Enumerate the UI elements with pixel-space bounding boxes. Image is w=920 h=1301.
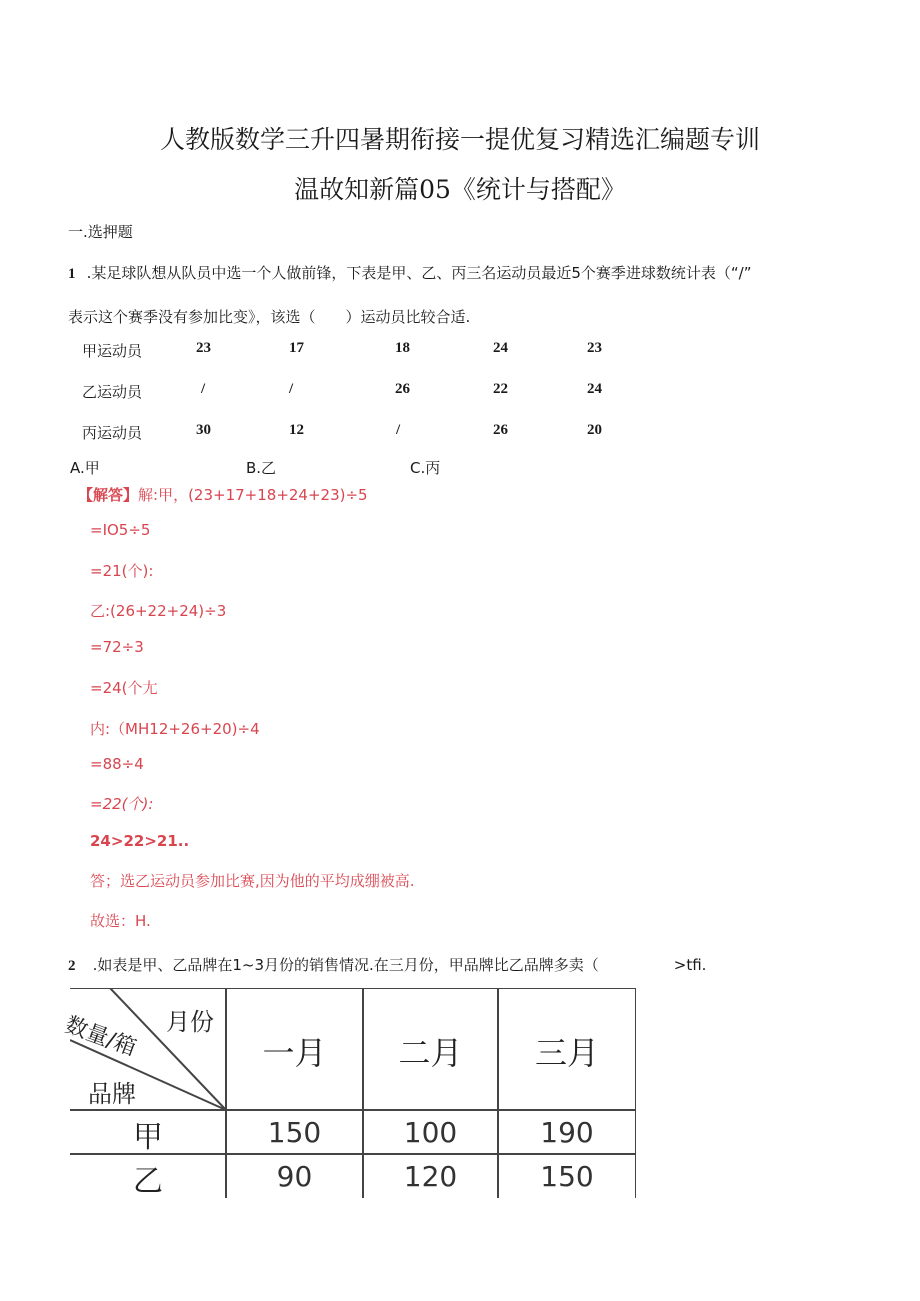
table-cell: / bbox=[396, 422, 401, 438]
answer-line: 24>22>21.. bbox=[90, 832, 190, 850]
table-cell: 90 bbox=[276, 1160, 313, 1193]
answer-line: =22(个): bbox=[90, 795, 154, 813]
question-text: .如表是甲、乙品牌在1~3月份的销售情况.在三月份，甲品牌比乙品牌多卖（ >tfi. bbox=[92, 956, 707, 974]
answer-line: 答；选乙运动员参加比赛,因为他的平均成绷被高. bbox=[90, 872, 415, 890]
question-number: 1 bbox=[68, 266, 76, 282]
option-c: C.丙 bbox=[410, 459, 441, 477]
table-cell: 100 bbox=[403, 1116, 458, 1149]
table-cell: 190 bbox=[540, 1116, 594, 1149]
document-subtitle: 温故知新篇05《统计与搭配》 bbox=[294, 175, 626, 204]
question-text: .某足球队想从队员中选一个人做前锋，下表是甲、乙、丙三名运动员最近5个赛季进球数统计表（“/” bbox=[86, 264, 752, 282]
table-cell: 12 bbox=[289, 422, 304, 438]
row-label: 丙运动员 bbox=[82, 424, 143, 442]
section-heading: 一.选押题 bbox=[68, 223, 133, 241]
answer-line bbox=[78, 484, 368, 505]
answer-line: 内:（MH12+26+20)÷4 bbox=[90, 720, 260, 738]
column-header: 一月 bbox=[262, 1034, 327, 1072]
table-cell: 22 bbox=[493, 381, 508, 397]
sales-table bbox=[61, 988, 636, 1199]
table-cell: 24 bbox=[587, 381, 602, 397]
option-a: A.甲 bbox=[70, 459, 100, 477]
question-2 bbox=[68, 954, 706, 975]
table-cell: / bbox=[289, 381, 294, 397]
header-month: 月份 bbox=[166, 1008, 214, 1036]
row-label: 乙运动员 bbox=[82, 383, 143, 401]
answer-label: 【解答】 bbox=[78, 486, 139, 504]
column-header: 三月 bbox=[534, 1034, 599, 1072]
answer-line: =IO5÷5 bbox=[90, 521, 151, 539]
answer-text: 解:甲，(23+17+18+24+23)÷5 bbox=[138, 486, 368, 504]
table-cell: 150 bbox=[267, 1116, 322, 1149]
answer-line: =24(个尢 bbox=[90, 679, 158, 697]
column-header: 二月 bbox=[398, 1034, 463, 1072]
table-cell: 150 bbox=[540, 1160, 594, 1193]
answer-line: =21(个): bbox=[90, 562, 154, 580]
answer-line: 故选：H. bbox=[90, 912, 151, 930]
table-cell: 26 bbox=[493, 422, 508, 438]
header-brand: 品牌 bbox=[88, 1080, 136, 1108]
table-cell: / bbox=[201, 381, 206, 397]
question-1 bbox=[68, 262, 752, 283]
answer-line: =72÷3 bbox=[90, 638, 144, 656]
table-cell: 120 bbox=[403, 1160, 458, 1193]
answer-line: =88÷4 bbox=[90, 755, 144, 773]
option-b: B.乙 bbox=[246, 459, 277, 477]
table-cell: 30 bbox=[196, 422, 211, 438]
answer-line: 乙:(26+22+24)÷3 bbox=[90, 602, 227, 620]
brand-label: 甲 bbox=[133, 1120, 163, 1155]
table-cell: 24 bbox=[493, 340, 508, 356]
table-cell: 18 bbox=[395, 340, 410, 356]
table-cell: 17 bbox=[289, 340, 304, 356]
question-number: 2 bbox=[68, 958, 76, 974]
question-text-line2: 表示这个赛季没有参加比变》，该选（ ）运动员比较合适. bbox=[68, 308, 471, 326]
brand-label: 乙 bbox=[133, 1164, 163, 1199]
header-quantity: 数量/箱 bbox=[61, 1012, 140, 1062]
document-title: 人教版数学三升四暑期衔接一提优复习精选汇编题专训 bbox=[159, 125, 760, 154]
table-cell: 26 bbox=[395, 381, 410, 397]
row-label: 甲运动员 bbox=[82, 342, 143, 360]
table-cell: 23 bbox=[196, 340, 211, 356]
table-cell: 20 bbox=[587, 422, 602, 438]
table-cell: 23 bbox=[587, 340, 602, 356]
